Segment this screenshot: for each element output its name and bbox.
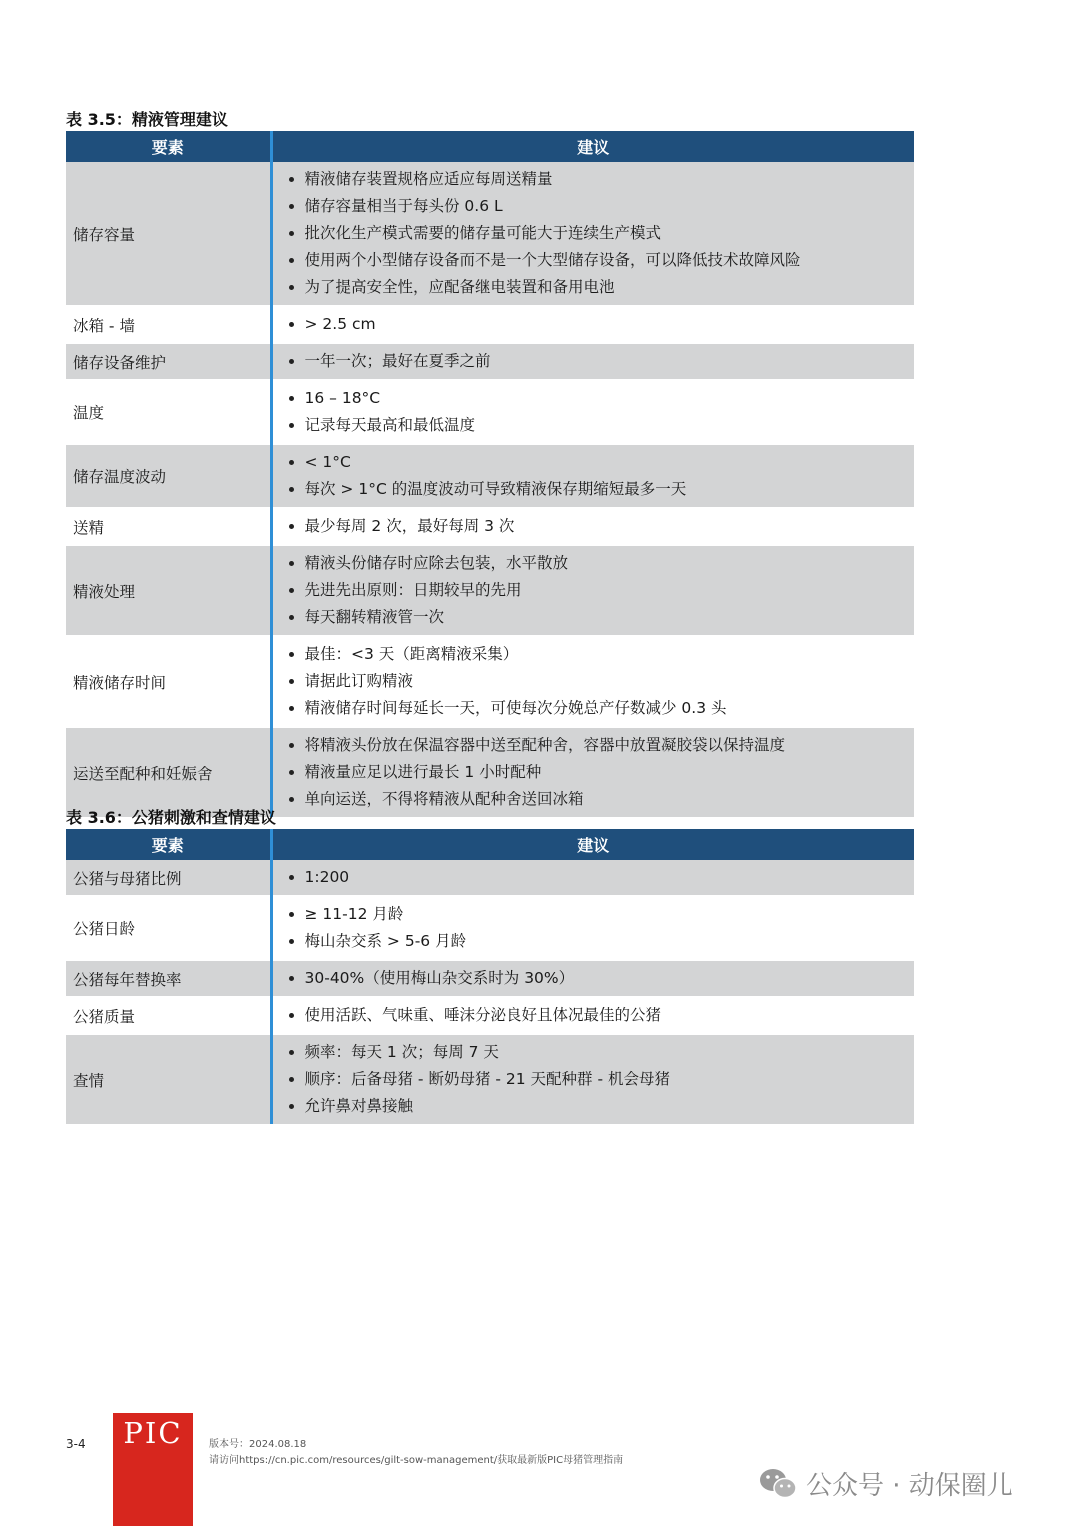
- list-item: > 2.5 cm: [289, 311, 915, 338]
- list-item: 将精液头份放在保温容器中送至配种舍，容器中放置凝胶袋以保持温度: [289, 732, 915, 759]
- table-row: [66, 960, 914, 997]
- list-item: 精液头份储存时应除去包装，水平散放: [289, 550, 915, 577]
- version-label: 版本号：2024.08.18: [209, 1439, 307, 1450]
- logo-text: PIC: [123, 1416, 183, 1450]
- wechat-icon: [758, 1467, 798, 1501]
- list-item: 最佳：<3 天（距离精液采集）: [289, 641, 915, 668]
- list-item: 允许鼻对鼻接触: [289, 1093, 915, 1120]
- element-cell: 冰箱 - 墙: [66, 306, 271, 343]
- list-item: 30-40%（使用梅山杂交系时为 30%）: [289, 965, 915, 992]
- advice-cell: [271, 162, 914, 306]
- list-item: 每天翻转精液管一次: [289, 604, 915, 631]
- advice-list: [273, 381, 915, 443]
- advice-list: [273, 897, 915, 959]
- list-item: 储存容量相当于每头份 0.6 L: [289, 193, 915, 220]
- list-item: 请据此订购精液: [289, 668, 915, 695]
- table-row: [66, 896, 914, 960]
- advice-cell: [271, 727, 914, 817]
- list-item: 使用两个小型储存设备而不是一个大型储存设备，可以降低技术故障风险: [289, 247, 915, 274]
- semen-management-table: [66, 131, 914, 817]
- watermark-text: 公众号 · 动保圈儿: [806, 1471, 1013, 1501]
- list-item: 精液储存装置规格应适应每周送精量: [289, 166, 915, 193]
- list-item: 为了提高安全性，应配备继电装置和备用电池: [289, 274, 915, 301]
- pic-logo: [113, 1413, 193, 1526]
- advice-list: [273, 509, 915, 544]
- header-element: 要素: [66, 829, 271, 860]
- advice-list: [273, 860, 915, 895]
- list-item: 每次 > 1°C 的温度波动可导致精液保存期缩短最多一天: [289, 476, 915, 503]
- table-row: [66, 343, 914, 380]
- advice-cell: [271, 508, 914, 545]
- element-cell: 公猪质量: [66, 997, 271, 1034]
- url-note: 请访问https://cn.pic.com/resources/gilt-sow-management/获取最新版PIC母猪管理指南: [209, 1455, 624, 1466]
- element-cell: 温度: [66, 380, 271, 444]
- advice-list: [273, 998, 915, 1033]
- element-cell: 精液储存时间: [66, 636, 271, 727]
- table-row: [66, 860, 914, 896]
- boar-stimulation-table: [66, 829, 914, 1124]
- element-cell: 储存温度波动: [66, 444, 271, 508]
- list-item: 梅山杂交系 > 5-6 月龄: [289, 928, 915, 955]
- list-item: 一年一次；最好在夏季之前: [289, 348, 915, 375]
- element-cell: 运送至配种和妊娠舍: [66, 727, 271, 817]
- list-item: 单向运送，不得将精液从配种舍送回冰箱: [289, 786, 915, 813]
- table-row: [66, 306, 914, 343]
- list-item: 1:200: [289, 864, 915, 891]
- table-row: [66, 636, 914, 727]
- list-item: 顺序：后备母猪 - 断奶母猪 - 21 天配种群 - 机会母猪: [289, 1066, 915, 1093]
- advice-cell: [271, 343, 914, 380]
- advice-list: [273, 307, 915, 342]
- table-row: [66, 380, 914, 444]
- element-cell: 公猪每年替换率: [66, 960, 271, 997]
- table-row: [66, 508, 914, 545]
- table-row: [66, 1034, 914, 1124]
- table-row: [66, 997, 914, 1034]
- element-cell: 储存容量: [66, 162, 271, 306]
- list-item: 先进先出原则：日期较早的先用: [289, 577, 915, 604]
- advice-cell: [271, 860, 914, 896]
- advice-cell: [271, 306, 914, 343]
- advice-cell: [271, 636, 914, 727]
- advice-list: [273, 162, 915, 305]
- header-element: 要素: [66, 131, 271, 162]
- list-item: < 1°C: [289, 449, 915, 476]
- element-cell: 公猪日龄: [66, 896, 271, 960]
- wechat-watermark: [758, 1465, 1013, 1502]
- page-number: 3-4: [66, 1437, 86, 1451]
- element-cell: 精液处理: [66, 545, 271, 636]
- table-row: [66, 444, 914, 508]
- list-item: 精液储存时间每延长一天，可使每次分娩总产仔数减少 0.3 头: [289, 695, 915, 722]
- element-cell: 公猪与母猪比例: [66, 860, 271, 896]
- element-cell: 送精: [66, 508, 271, 545]
- list-item: ≥ 11-12 月龄: [289, 901, 915, 928]
- advice-cell: [271, 997, 914, 1034]
- advice-list: [273, 344, 915, 379]
- list-item: 最少每周 2 次，最好每周 3 次: [289, 513, 915, 540]
- table1-title: 表 3.5：精液管理建议: [66, 110, 228, 129]
- advice-list: [273, 728, 915, 817]
- element-cell: 查情: [66, 1034, 271, 1124]
- header-advice: 建议: [271, 131, 914, 162]
- list-item: 精液量应足以进行最长 1 小时配种: [289, 759, 915, 786]
- table-row: [66, 727, 914, 817]
- list-item: 记录每天最高和最低温度: [289, 412, 915, 439]
- table-row: [66, 162, 914, 306]
- list-item: 使用活跃、气味重、唾沫分泌良好且体况最佳的公猪: [289, 1002, 915, 1029]
- list-item: 频率：每天 1 次；每周 7 天: [289, 1039, 915, 1066]
- list-item: 16 – 18°C: [289, 385, 915, 412]
- advice-cell: [271, 896, 914, 960]
- table-row: [66, 545, 914, 636]
- advice-cell: [271, 444, 914, 508]
- header-advice: 建议: [271, 829, 914, 860]
- list-item: 批次化生产模式需要的储存量可能大于连续生产模式: [289, 220, 915, 247]
- advice-list: [273, 1035, 915, 1124]
- element-cell: 储存设备维护: [66, 343, 271, 380]
- advice-list: [273, 961, 915, 996]
- advice-list: [273, 546, 915, 635]
- advice-cell: [271, 380, 914, 444]
- advice-list: [273, 637, 915, 726]
- advice-cell: [271, 1034, 914, 1124]
- advice-cell: [271, 545, 914, 636]
- table2-title: 表 3.6：公猪刺激和查情建议: [66, 808, 276, 827]
- advice-cell: [271, 960, 914, 997]
- advice-list: [273, 445, 915, 507]
